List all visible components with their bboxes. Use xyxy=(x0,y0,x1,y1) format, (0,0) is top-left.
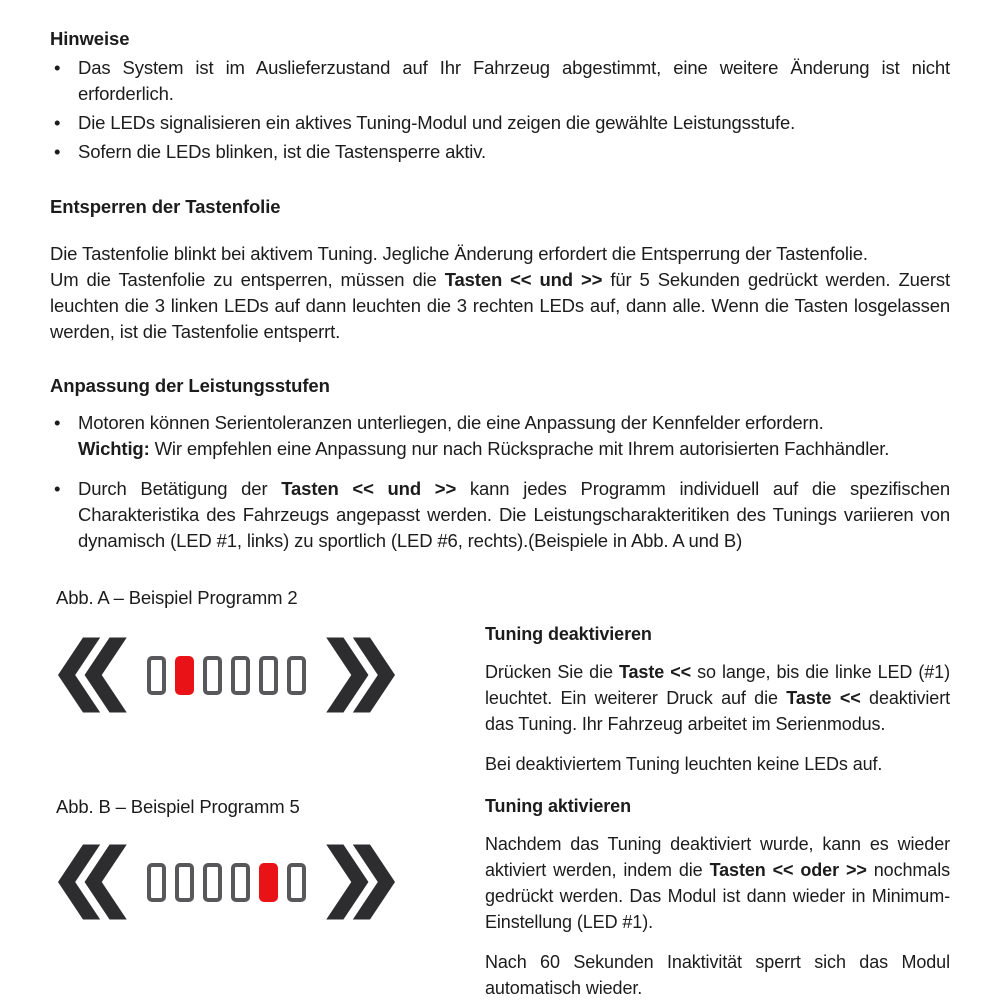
figures-and-instructions xyxy=(50,585,950,1001)
bullet-dot-icon: • xyxy=(54,112,61,133)
hinweise-heading: Hinweise xyxy=(50,28,130,49)
figure-b-led-display xyxy=(58,842,485,922)
led-5 xyxy=(259,656,278,695)
activate-heading: Tuning aktivieren xyxy=(485,796,631,816)
entsperren-heading: Entsperren der Tastenfolie xyxy=(50,196,281,217)
entsperren-paragraph xyxy=(50,241,950,345)
anpassung-bullet-2-text: Durch Betätigung der Tasten << und >> kann jedes Programm individuell auf die spezifischen Charakteristika des Fahrzeugs angepasst werden. Die Leistungscharakteritiken des Tunings variieren von dynamisch (LED #1, links) zu sportlich (LED #6, rechts).(Beispiele in Abb. A und B) xyxy=(78,478,950,551)
anpassung-bullet-1 xyxy=(50,410,950,462)
led-5-active xyxy=(259,863,278,902)
section-anpassung xyxy=(50,373,950,554)
led-3 xyxy=(203,863,222,902)
section-entsperren xyxy=(50,194,950,345)
entsperren-p1: Die Tastenfolie blinkt bei aktivem Tuning. Jegliche Änderung erfordert die Entsperrung der Tastenfolie. xyxy=(50,243,868,264)
anpassung-heading: Anpassung der Leistungsstufen xyxy=(50,375,330,396)
led-2 xyxy=(175,863,194,902)
deactivate-heading: Tuning deaktivieren xyxy=(485,624,652,644)
figures-column xyxy=(50,585,485,1001)
deactivate-paragraph-1: Drücken Sie die Taste << so lange, bis die linke LED (#1) leuchtet. Ein weiterer Druck auf die Taste << deaktiviert das Tuning. Ihr Fahrzeug arbeitet im Serienmodus. xyxy=(485,662,950,734)
bullet-dot-icon: • xyxy=(54,478,61,499)
anpassung-bullet-1-text: Motoren können Serientoleranzen unterliegen, die eine Anpassung der Kennfelder erfordern. Wichtig: Wir empfehlen eine Anpassung nur nach Rücksprache mit Ihrem autorisierten Fachhändler. xyxy=(78,412,890,459)
section-hinweise xyxy=(50,26,950,165)
figure-a-led-strip xyxy=(147,656,306,695)
hinweise-bullet-1-text: Das System ist im Auslieferzustand auf Ihr Fahrzeug abgestimmt, eine weitere Änderung ist nicht erforderlich. xyxy=(78,57,950,104)
hinweise-bullet-2 xyxy=(50,110,950,136)
figure-b xyxy=(50,794,485,922)
hinweise-bullet-2-text: Die LEDs signalisieren ein aktives Tuning-Modul und zeigen die gewählte Leistungsstufe. xyxy=(78,112,796,133)
led-2-active xyxy=(175,656,194,695)
led-1 xyxy=(147,656,166,695)
led-4 xyxy=(231,863,250,902)
entsperren-p2: Um die Tastenfolie zu entsperren, müssen die Tasten << und >> für 5 Sekunden gedrückt werden. Zuerst leuchten die 3 linken LEDs auf dann leuchten die 3 rechten LEDs auf, dann alle. Wenn die Tasten losgelassen werden, ist die Tastenfolie entsperrt. xyxy=(50,269,950,342)
figure-b-label: Abb. B – Beispiel Programm 5 xyxy=(56,796,300,817)
figure-a-label: Abb. A – Beispiel Programm 2 xyxy=(56,587,298,608)
anpassung-bullet-2 xyxy=(50,476,950,554)
hinweise-bullet-1 xyxy=(50,55,950,107)
led-1 xyxy=(147,863,166,902)
activate-paragraph-1: Nachdem das Tuning deaktiviert wurde, kann es wieder aktiviert werden, indem die Tasten << oder >> nochmals gedrückt werden. Das Modul ist dann wieder in Minimum-Einstellung (LED #1). xyxy=(485,834,950,932)
led-4 xyxy=(231,656,250,695)
figure-a-led-display xyxy=(58,635,485,715)
figure-a xyxy=(50,585,485,715)
bullet-dot-icon: • xyxy=(54,57,61,78)
led-3 xyxy=(203,656,222,695)
instructions-column xyxy=(485,585,950,1001)
double-chevron-right-icon xyxy=(320,636,395,714)
double-chevron-left-icon xyxy=(58,843,133,921)
double-chevron-right-icon xyxy=(320,843,395,921)
deactivate-paragraph-2: Bei deaktiviertem Tuning leuchten keine LEDs auf. xyxy=(485,754,883,774)
activate-paragraph-2: Nach 60 Sekunden Inaktivität sperrt sich das Modul automatisch wieder. xyxy=(485,952,950,998)
hinweise-bullet-3 xyxy=(50,139,950,165)
double-chevron-left-icon xyxy=(58,636,133,714)
hinweise-bullet-3-text: Sofern die LEDs blinken, ist die Tastensperre aktiv. xyxy=(78,141,486,162)
bullet-dot-icon: • xyxy=(54,141,61,162)
led-6 xyxy=(287,863,306,902)
figure-b-led-strip xyxy=(147,863,306,902)
led-6 xyxy=(287,656,306,695)
bullet-dot-icon: • xyxy=(54,412,61,433)
